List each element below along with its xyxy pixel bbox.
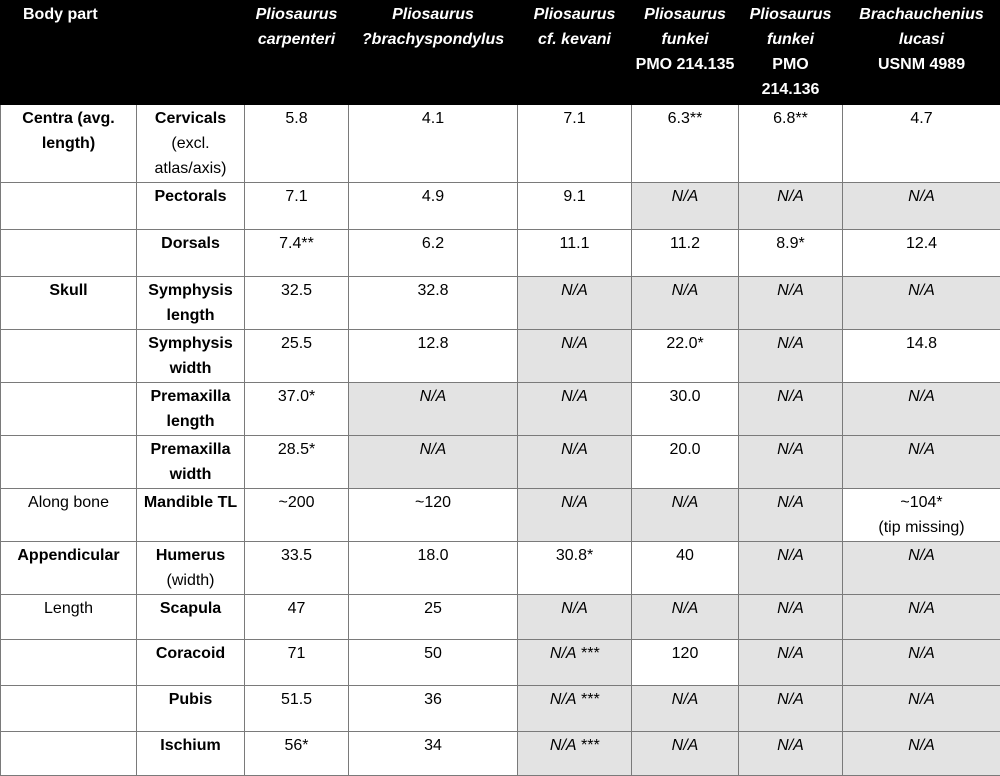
value-text: N/A [742, 687, 839, 712]
value-text: N/A [521, 331, 628, 356]
value-text: N/A [521, 384, 628, 409]
body-part-label: Coracoid [156, 645, 225, 662]
table-row [1, 383, 1000, 436]
value-text: 11.1 [521, 231, 628, 256]
value-cell [518, 183, 632, 230]
value-cell [843, 330, 1000, 383]
value-cell [843, 436, 1000, 489]
value-cell [349, 330, 518, 383]
value-cell [632, 105, 739, 183]
value-cell [632, 595, 739, 640]
value-text: N/A [742, 490, 839, 515]
section-cell: Skull [1, 277, 137, 330]
value-text: 25.5 [248, 331, 345, 356]
value-cell [843, 595, 1000, 640]
value-cell [518, 732, 632, 776]
table-row [1, 542, 1000, 595]
body-part-cell [137, 183, 245, 230]
body-part-label: Symphysis width [148, 335, 232, 377]
header-col-carpenteri [245, 1, 349, 105]
value-text: 30.8* [521, 543, 628, 568]
value-text: 7.1 [248, 184, 345, 209]
value-cell [518, 330, 632, 383]
header-epithet: ?brachyspondylus [352, 27, 514, 52]
body-part-cell [137, 105, 245, 183]
table-row [1, 277, 1000, 330]
header-species: Pliosaurus [742, 2, 839, 27]
value-cell [739, 640, 843, 686]
value-cell [349, 542, 518, 595]
body-part-cell [137, 383, 245, 436]
table-row [1, 686, 1000, 732]
header-col-brachyspondylus [349, 1, 518, 105]
header-row [1, 1, 1000, 105]
body-part-cell [137, 542, 245, 595]
value-cell [245, 383, 349, 436]
value-text: N/A [742, 384, 839, 409]
value-text: N/A [742, 437, 839, 462]
value-cell [843, 183, 1000, 230]
value-text: 36 [352, 687, 514, 712]
value-text: 47 [248, 596, 345, 621]
value-text: N/A [846, 543, 997, 568]
body-part-cell [137, 330, 245, 383]
body-part-cell [137, 436, 245, 489]
value-cell [518, 383, 632, 436]
body-part-label: Ischium [160, 737, 220, 754]
value-text: N/A [742, 543, 839, 568]
value-cell [245, 277, 349, 330]
value-text: N/A [635, 596, 735, 621]
value-cell [632, 732, 739, 776]
value-cell [739, 330, 843, 383]
value-cell [245, 640, 349, 686]
value-text: N/A [846, 596, 997, 621]
value-cell [739, 105, 843, 183]
value-cell [843, 732, 1000, 776]
value-text: N/A [846, 641, 997, 666]
value-cell [349, 105, 518, 183]
body-part-label: Pectorals [154, 188, 226, 205]
value-text: N/A [846, 687, 997, 712]
header-epithet: lucasi [846, 27, 997, 52]
table-row [1, 330, 1000, 383]
value-text: 6.8** [742, 106, 839, 131]
value-text: 6.2 [352, 231, 514, 256]
value-text: N/A [742, 331, 839, 356]
body-part-cell [137, 732, 245, 776]
body-part-note: (width) [140, 568, 241, 593]
value-text: N/A [846, 733, 997, 758]
value-text: 34 [352, 733, 514, 758]
header-col-lucasi [843, 1, 1000, 105]
value-cell [518, 277, 632, 330]
header-species: Pliosaurus [635, 2, 735, 27]
value-cell [843, 542, 1000, 595]
section-cell [1, 686, 137, 732]
value-note: (tip missing) [846, 515, 997, 540]
table-row [1, 732, 1000, 776]
value-text: 25 [352, 596, 514, 621]
value-cell [245, 489, 349, 542]
value-text: ~104* [846, 490, 997, 515]
value-cell [349, 383, 518, 436]
value-cell [518, 489, 632, 542]
value-text: N/A *** [521, 641, 628, 666]
value-cell [518, 640, 632, 686]
value-cell [349, 436, 518, 489]
table-row [1, 489, 1000, 542]
value-cell [349, 732, 518, 776]
value-text: 4.9 [352, 184, 514, 209]
value-cell [349, 686, 518, 732]
header-epithet: funkei [635, 27, 735, 52]
body-part-cell [137, 230, 245, 277]
value-cell [739, 542, 843, 595]
value-text: N/A [635, 184, 735, 209]
section-cell [1, 230, 137, 277]
value-text: 6.3** [635, 106, 735, 131]
value-text: 37.0* [248, 384, 345, 409]
body-part-note: (excl. atlas/axis) [140, 131, 241, 181]
section-cell: Appendicular [1, 542, 137, 595]
value-text: 32.5 [248, 278, 345, 303]
value-cell [349, 230, 518, 277]
header-species: Pliosaurus [521, 2, 628, 27]
value-text: N/A [635, 687, 735, 712]
section-cell [1, 383, 137, 436]
value-cell [632, 330, 739, 383]
value-cell [632, 183, 739, 230]
value-text: 120 [635, 641, 735, 666]
body-part-cell [137, 277, 245, 330]
value-text: 14.8 [846, 331, 997, 356]
value-text: N/A [846, 278, 997, 303]
value-cell [518, 436, 632, 489]
value-cell [632, 686, 739, 732]
value-cell [739, 277, 843, 330]
body-part-label: Humerus [156, 547, 225, 564]
value-cell [349, 277, 518, 330]
value-cell [632, 640, 739, 686]
value-cell [245, 686, 349, 732]
value-cell [632, 542, 739, 595]
value-cell [518, 542, 632, 595]
value-text: 71 [248, 641, 345, 666]
value-cell [632, 383, 739, 436]
value-cell [739, 595, 843, 640]
value-text: 18.0 [352, 543, 514, 568]
value-text: N/A [635, 733, 735, 758]
value-cell [518, 595, 632, 640]
value-cell [245, 183, 349, 230]
value-text: 22.0* [635, 331, 735, 356]
body-part-label: Pubis [169, 691, 213, 708]
value-text: 4.1 [352, 106, 514, 131]
body-part-label: Premaxilla width [150, 441, 230, 483]
value-cell [518, 105, 632, 183]
value-cell [245, 732, 349, 776]
header-specimen: PMO 214.136 [742, 52, 839, 102]
value-cell [739, 489, 843, 542]
value-text: 50 [352, 641, 514, 666]
value-text: N/A [521, 278, 628, 303]
value-text: N/A [846, 384, 997, 409]
table-row [1, 230, 1000, 277]
table-row [1, 595, 1000, 640]
header-epithet: cf. kevani [521, 27, 628, 52]
table-header [1, 1, 1000, 105]
header-epithet: carpenteri [248, 27, 345, 52]
value-text: 32.8 [352, 278, 514, 303]
value-cell [349, 595, 518, 640]
section-cell: Length [1, 595, 137, 640]
value-text: 8.9* [742, 231, 839, 256]
value-cell [632, 277, 739, 330]
value-cell [245, 330, 349, 383]
value-text: N/A [846, 437, 997, 462]
value-cell [632, 436, 739, 489]
value-text: N/A [352, 437, 514, 462]
value-cell [739, 230, 843, 277]
value-cell [632, 230, 739, 277]
value-text: 20.0 [635, 437, 735, 462]
value-text: 28.5* [248, 437, 345, 462]
section-cell: Centra (avg. length) [1, 105, 137, 183]
value-text: N/A [742, 596, 839, 621]
value-cell [518, 230, 632, 277]
value-cell [245, 436, 349, 489]
body-part-label: Scapula [160, 600, 221, 617]
body-part-label: Symphysis length [148, 282, 232, 324]
value-text: N/A [521, 490, 628, 515]
header-col-funkei-135 [632, 1, 739, 105]
value-text: 12.4 [846, 231, 997, 256]
value-cell [843, 489, 1000, 542]
table-row [1, 436, 1000, 489]
value-text: 51.5 [248, 687, 345, 712]
value-text: 7.4** [248, 231, 345, 256]
value-text: N/A [521, 596, 628, 621]
section-cell [1, 436, 137, 489]
header-species: Pliosaurus [248, 2, 345, 27]
value-text: 5.8 [248, 106, 345, 131]
value-text: N/A [521, 437, 628, 462]
header-col-kevani [518, 1, 632, 105]
value-text: 33.5 [248, 543, 345, 568]
value-text: N/A [635, 278, 735, 303]
value-text: 7.1 [521, 106, 628, 131]
body-part-label: Premaxilla length [150, 388, 230, 430]
value-cell [245, 542, 349, 595]
value-text: 11.2 [635, 231, 735, 256]
value-text: N/A *** [521, 687, 628, 712]
section-cell [1, 732, 137, 776]
header-col-funkei-136 [739, 1, 843, 105]
value-text: 56* [248, 733, 345, 758]
value-cell [349, 640, 518, 686]
value-cell [349, 183, 518, 230]
header-specimen: USNM 4989 [846, 52, 997, 77]
value-cell [739, 686, 843, 732]
header-body-part: Body part [1, 1, 245, 105]
value-cell [843, 230, 1000, 277]
value-text: N/A [742, 184, 839, 209]
value-cell [632, 489, 739, 542]
value-text: N/A [352, 384, 514, 409]
value-text: 30.0 [635, 384, 735, 409]
value-cell [739, 183, 843, 230]
value-text: N/A [742, 278, 839, 303]
section-cell: Along bone [1, 489, 137, 542]
body-part-label: Dorsals [161, 235, 220, 252]
value-cell [843, 686, 1000, 732]
value-cell [739, 436, 843, 489]
value-text: N/A [846, 184, 997, 209]
body-part-cell [137, 686, 245, 732]
body-part-label: Cervicals [155, 110, 226, 127]
body-part-label: Mandible TL [144, 494, 237, 511]
section-cell [1, 330, 137, 383]
value-text: 4.7 [846, 106, 997, 131]
header-species: Pliosaurus [352, 2, 514, 27]
value-text: ~120 [352, 490, 514, 515]
value-cell [739, 732, 843, 776]
value-text: 9.1 [521, 184, 628, 209]
header-epithet: funkei [742, 27, 839, 52]
body-part-cell [137, 595, 245, 640]
header-species: Brachauchenius [846, 2, 997, 27]
value-cell [843, 277, 1000, 330]
value-cell [843, 383, 1000, 436]
section-cell [1, 640, 137, 686]
value-cell [349, 489, 518, 542]
value-text: 12.8 [352, 331, 514, 356]
value-cell [843, 105, 1000, 183]
body-part-cell [137, 640, 245, 686]
value-text: ~200 [248, 490, 345, 515]
value-cell [245, 105, 349, 183]
value-text: N/A [635, 490, 735, 515]
value-text: N/A [742, 641, 839, 666]
value-cell [245, 230, 349, 277]
value-text: N/A *** [521, 733, 628, 758]
section-cell [1, 183, 137, 230]
value-cell [245, 595, 349, 640]
value-text: N/A [742, 733, 839, 758]
body-part-cell [137, 489, 245, 542]
header-specimen: PMO 214.135 [635, 52, 735, 77]
table-row [1, 640, 1000, 686]
value-cell [843, 640, 1000, 686]
value-text: 40 [635, 543, 735, 568]
table-row [1, 183, 1000, 230]
value-cell [518, 686, 632, 732]
table-body [1, 105, 1000, 776]
table-row [1, 105, 1000, 183]
value-cell [739, 383, 843, 436]
